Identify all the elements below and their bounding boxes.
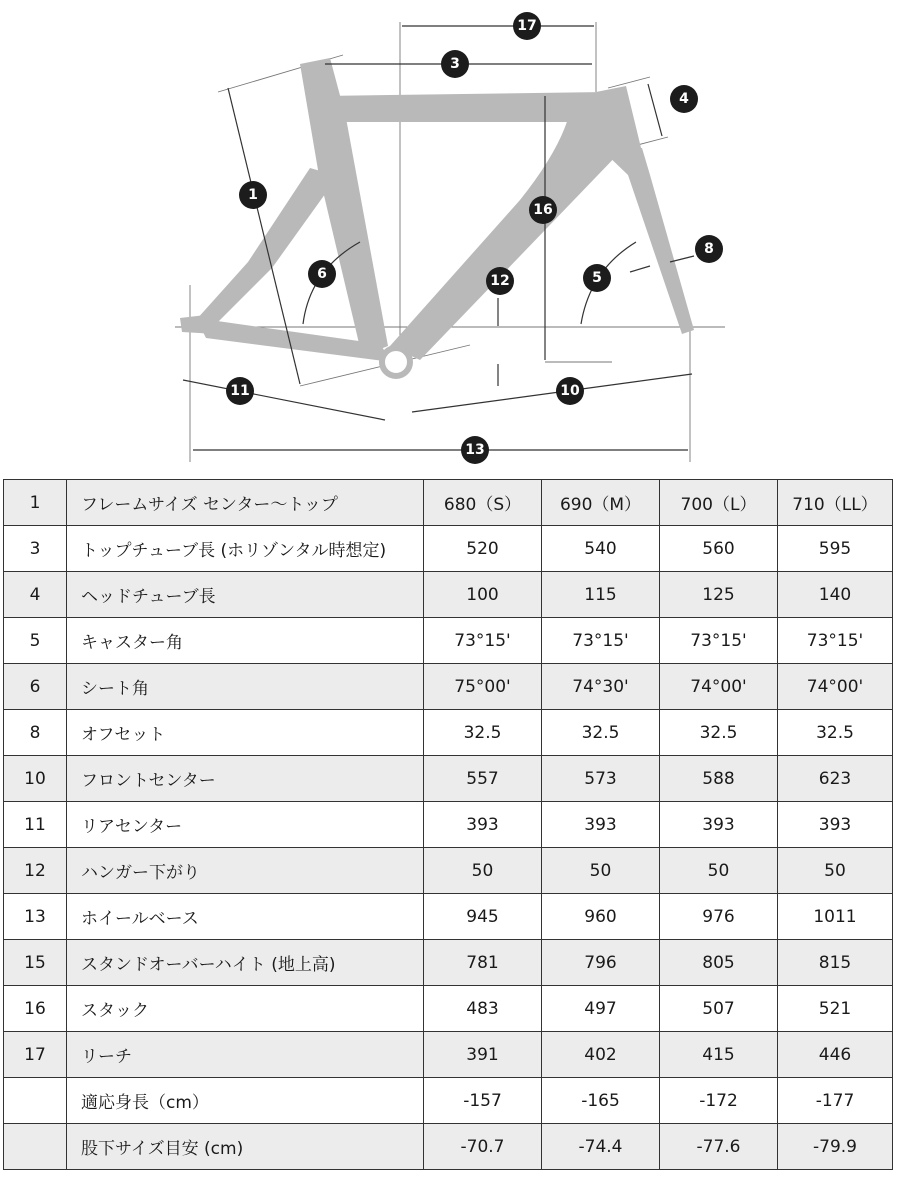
marker-11 (226, 377, 254, 405)
marker-3 (441, 50, 469, 78)
bottom-bracket (382, 348, 410, 376)
row-label: スタック (67, 986, 424, 1032)
cell-value: 32.5 (424, 710, 542, 756)
cell-value: 521 (778, 986, 893, 1032)
cell-value: 32.5 (542, 710, 660, 756)
marker-17 (513, 12, 541, 40)
down-tube (390, 106, 622, 360)
cell-value: 115 (542, 572, 660, 618)
row-label: リーチ (67, 1032, 424, 1078)
rear-dropout (180, 314, 216, 334)
marker-4 (670, 85, 698, 113)
cell-value: 483 (424, 986, 542, 1032)
table-row (4, 710, 893, 756)
row-number: 4 (4, 572, 67, 618)
guide-lines (175, 22, 725, 462)
cell-value: 573 (542, 756, 660, 802)
table-header-row (4, 480, 893, 526)
cell-value: 446 (778, 1032, 893, 1078)
cell-value: 560 (660, 526, 778, 572)
size-header: 680（S） (424, 480, 542, 526)
cell-value: 976 (660, 894, 778, 940)
row-number: 17 (4, 1032, 67, 1078)
cell-value: -165 (542, 1078, 660, 1124)
cell-value: 125 (660, 572, 778, 618)
marker-3-label: 3 (450, 56, 460, 72)
row-number: 16 (4, 986, 67, 1032)
cell-value: -157 (424, 1078, 542, 1124)
row-number: 1 (4, 480, 67, 526)
cell-value: 140 (778, 572, 893, 618)
cell-value: 74°30' (542, 664, 660, 710)
cell-value: 588 (660, 756, 778, 802)
row-label: 適応身長（cm） (67, 1078, 424, 1124)
size-header: 690（M） (542, 480, 660, 526)
cell-value: 796 (542, 940, 660, 986)
cell-value: 75°00' (424, 664, 542, 710)
table-row (4, 526, 893, 572)
marker-5-label: 5 (592, 270, 602, 286)
cell-value: 74°00' (660, 664, 778, 710)
cell-value: 73°15' (778, 618, 893, 664)
cell-value: 1011 (778, 894, 893, 940)
row-number: 11 (4, 802, 67, 848)
cell-value: -172 (660, 1078, 778, 1124)
row-number: 6 (4, 664, 67, 710)
cell-value: 520 (424, 526, 542, 572)
marker-10-label: 10 (560, 383, 580, 399)
cell-value: 497 (542, 986, 660, 1032)
cell-value: 805 (660, 940, 778, 986)
cell-value: 623 (778, 756, 893, 802)
row-label: スタンドオーバーハイト (地上高) (67, 940, 424, 986)
row-label: トップチューブ長 (ホリゾンタル時想定) (67, 526, 424, 572)
row-number (4, 1124, 67, 1170)
cell-value: 960 (542, 894, 660, 940)
marker-13-label: 13 (465, 442, 485, 458)
cell-value: -74.4 (542, 1124, 660, 1170)
fork (602, 148, 694, 334)
row-label: ホイールベース (67, 894, 424, 940)
marker-11-label: 11 (230, 383, 250, 399)
cell-value: 781 (424, 940, 542, 986)
table-row (4, 618, 893, 664)
cell-value: 393 (660, 802, 778, 848)
row-number: 10 (4, 756, 67, 802)
row-number: 15 (4, 940, 67, 986)
cell-value: 50 (424, 848, 542, 894)
cell-value: 73°15' (542, 618, 660, 664)
marker-16 (529, 196, 557, 224)
marker-6-label: 6 (317, 266, 327, 282)
cell-value: -77.6 (660, 1124, 778, 1170)
row-label: フロントセンター (67, 756, 424, 802)
marker-8-label: 8 (704, 241, 714, 257)
marker-8 (695, 235, 723, 263)
cell-value: 393 (778, 802, 893, 848)
cell-value: 595 (778, 526, 893, 572)
row-number: 3 (4, 526, 67, 572)
cell-value: 100 (424, 572, 542, 618)
table-row (4, 894, 893, 940)
cell-value: 74°00' (778, 664, 893, 710)
marker-5 (583, 264, 611, 292)
size-header: 710（LL） (778, 480, 893, 526)
row-label: リアセンター (67, 802, 424, 848)
cell-value: 391 (424, 1032, 542, 1078)
marker-4-label: 4 (679, 91, 689, 107)
row-number (4, 1078, 67, 1124)
marker-12-label: 12 (490, 273, 510, 289)
marker-16-label: 16 (533, 202, 553, 218)
geometry-table (3, 479, 893, 1170)
row-label: ハンガー下がり (67, 848, 424, 894)
table-row (4, 940, 893, 986)
table-row (4, 986, 893, 1032)
table-row (4, 848, 893, 894)
cell-value: -70.7 (424, 1124, 542, 1170)
cell-value: 50 (660, 848, 778, 894)
cell-value: 393 (542, 802, 660, 848)
row-number: 13 (4, 894, 67, 940)
table-row (4, 572, 893, 618)
row-number: 5 (4, 618, 67, 664)
cell-value: 393 (424, 802, 542, 848)
marker-10 (556, 377, 584, 405)
marker-12 (486, 267, 514, 295)
cell-value: 945 (424, 894, 542, 940)
table-row (4, 664, 893, 710)
size-header: 700（L） (660, 480, 778, 526)
frame-geometry-diagram (0, 0, 900, 470)
row-label: 股下サイズ目安 (cm) (67, 1124, 424, 1170)
table-row (4, 1124, 893, 1170)
cell-value: 73°15' (660, 618, 778, 664)
table-row (4, 802, 893, 848)
cell-value: 50 (542, 848, 660, 894)
marker-13 (461, 436, 489, 464)
row-number: 8 (4, 710, 67, 756)
cell-value: 32.5 (660, 710, 778, 756)
cell-value: 402 (542, 1032, 660, 1078)
marker-6 (308, 260, 336, 288)
row-number: 12 (4, 848, 67, 894)
geometry-table-body (4, 480, 893, 1170)
table-row (4, 756, 893, 802)
row-label: シート角 (67, 664, 424, 710)
cell-value: -177 (778, 1078, 893, 1124)
row-label: オフセット (67, 710, 424, 756)
row-label: フレームサイズ センター〜トップ (67, 480, 424, 526)
table-row (4, 1032, 893, 1078)
marker-1-label: 1 (248, 187, 258, 203)
cell-value: 50 (778, 848, 893, 894)
cell-value: 557 (424, 756, 542, 802)
cell-value: 507 (660, 986, 778, 1032)
row-label: キャスター角 (67, 618, 424, 664)
marker-17-label: 17 (517, 18, 537, 34)
cell-value: 815 (778, 940, 893, 986)
cell-value: -79.9 (778, 1124, 893, 1170)
table-row (4, 1078, 893, 1124)
cell-value: 540 (542, 526, 660, 572)
cell-value: 73°15' (424, 618, 542, 664)
cell-value: 32.5 (778, 710, 893, 756)
cell-value: 415 (660, 1032, 778, 1078)
row-label: ヘッドチューブ長 (67, 572, 424, 618)
marker-1 (239, 181, 267, 209)
